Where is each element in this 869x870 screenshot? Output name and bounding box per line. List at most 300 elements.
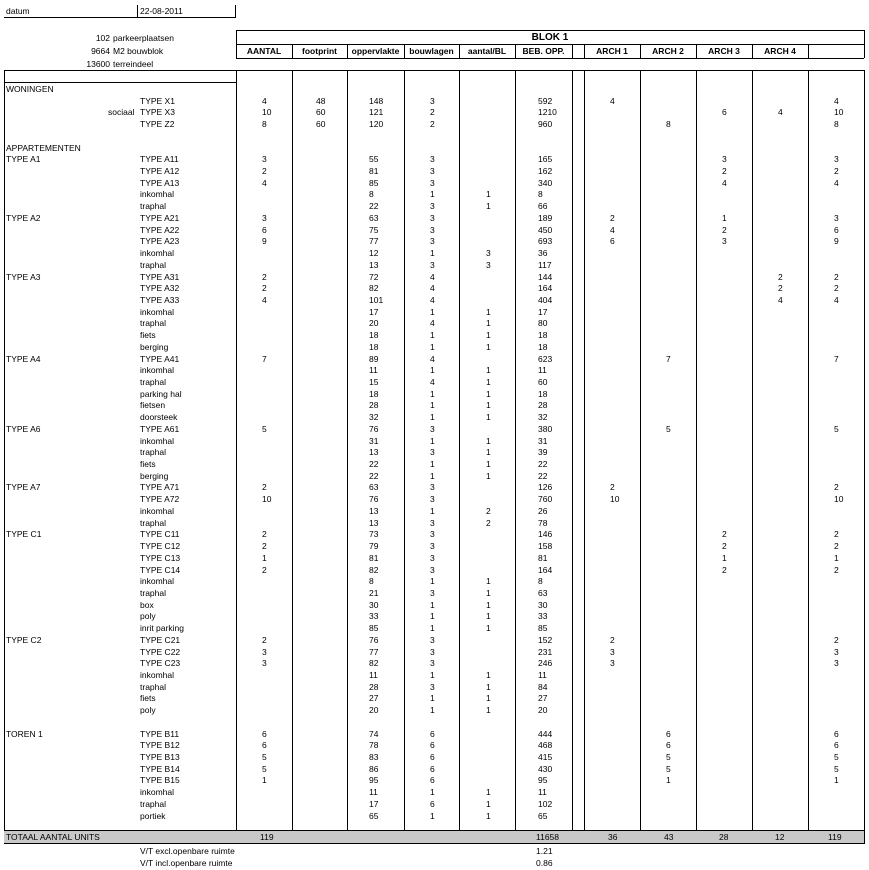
table-cell: 148 xyxy=(369,95,384,106)
table-cell: 85 xyxy=(369,177,379,188)
table-cell: 2 xyxy=(778,283,783,294)
row-type-label: fietsen xyxy=(140,400,166,411)
table-cell: 3 xyxy=(430,658,435,669)
table-cell: 4 xyxy=(834,294,839,305)
table-cell: 165 xyxy=(538,154,553,165)
row-group-label: WONINGEN xyxy=(6,84,54,94)
table-cell: 102 xyxy=(538,798,553,809)
table-cell: 17 xyxy=(369,798,379,809)
table-cell: 11 xyxy=(369,365,378,376)
totals-aantal: 119 xyxy=(260,832,274,842)
table-cell: 5 xyxy=(834,763,839,774)
datum-value: 22-08-2011 xyxy=(140,6,183,16)
table-cell: 28 xyxy=(538,400,548,411)
table-cell: 6 xyxy=(666,740,671,751)
table-cell: 18 xyxy=(369,330,379,341)
table-cell: 1 xyxy=(430,388,435,399)
table-cell: 3 xyxy=(430,423,435,434)
row-group-label: TYPE A2 xyxy=(6,212,41,223)
row-group-label: TYPE A4 xyxy=(6,353,41,364)
table-cell: 1 xyxy=(486,318,491,329)
table-cell: 1 xyxy=(486,470,491,481)
footer-label-excl: V/T excl.openbare ruimte xyxy=(140,846,235,856)
table-cell: 1 xyxy=(430,505,435,516)
table-cell: 1 xyxy=(486,670,491,680)
table-cell: 2 xyxy=(262,541,267,552)
table-cell: 22 xyxy=(369,459,379,470)
table-cell: 55 xyxy=(369,154,379,165)
table-cell: 164 xyxy=(538,283,553,294)
totals-arch1: 36 xyxy=(608,832,618,842)
row-type-label: TYPE B11 xyxy=(140,728,180,739)
table-cell: 1 xyxy=(486,365,491,376)
table-cell: 3 xyxy=(262,212,267,223)
table-cell: 60 xyxy=(316,119,326,130)
table-cell: 3 xyxy=(834,658,839,669)
row-group-label: TYPE A1 xyxy=(6,154,41,165)
table-cell: 1 xyxy=(486,705,491,716)
table-cell: 81 xyxy=(369,552,379,563)
table-cell: 17 xyxy=(538,306,548,317)
table-cell: 2 xyxy=(486,505,491,516)
row-type-label: TYPE B12 xyxy=(140,740,180,751)
table-cell: 2 xyxy=(610,634,615,645)
table-cell: 13 xyxy=(369,517,379,528)
table-cell: 121 xyxy=(369,107,384,118)
table-cell: 18 xyxy=(369,388,379,399)
table-cell: 3 xyxy=(610,646,615,657)
table-cell: 82 xyxy=(369,658,379,669)
row-type-label: TYPE A23 xyxy=(140,236,180,247)
table-cell: 1 xyxy=(430,670,435,680)
table-cell: 66 xyxy=(538,201,548,212)
table-cell: 6 xyxy=(430,728,435,739)
row-type-label: box xyxy=(140,599,154,610)
table-cell: 4 xyxy=(430,271,435,282)
row-type-label: TYPE C21 xyxy=(140,634,181,645)
row-type-label: inkomhal xyxy=(140,248,175,259)
table-cell: 960 xyxy=(538,119,553,130)
blok-title: BLOK 1 xyxy=(531,32,569,43)
col-header-arch-2: ARCH 2 xyxy=(652,46,684,56)
row-type-label: TYPE C22 xyxy=(140,646,181,657)
table-cell: 3 xyxy=(430,494,435,505)
table-cell: 10 xyxy=(262,107,272,118)
table-cell: 6 xyxy=(430,740,435,751)
table-cell: 5 xyxy=(666,763,671,774)
row-type-label: inkomhal xyxy=(140,365,175,376)
table-cell: 6 xyxy=(430,763,435,774)
row-type-label: traphal xyxy=(140,798,166,809)
table-cell: 2 xyxy=(834,271,839,282)
table-cell: 1 xyxy=(486,681,491,692)
table-cell: 2 xyxy=(610,482,615,493)
row-type-label: TYPE B15 xyxy=(140,775,180,786)
table-cell: 27 xyxy=(538,693,548,704)
row-type-label: TYPE A21 xyxy=(140,212,180,223)
table-cell: 3 xyxy=(834,212,839,223)
col-header-spacer xyxy=(572,46,584,57)
table-cell: 592 xyxy=(538,95,553,106)
totals-arch4: 12 xyxy=(775,832,785,842)
table-cell: 2 xyxy=(722,166,727,177)
row-type-label: poly xyxy=(140,705,156,716)
table-cell: 3 xyxy=(486,248,491,259)
row-type-label: TYPE C11 xyxy=(140,529,180,540)
table-cell: 7 xyxy=(666,353,671,364)
row-type-label: fiets xyxy=(140,693,156,704)
table-cell: 152 xyxy=(538,634,553,645)
datum-label: datum xyxy=(6,6,30,16)
table-cell: 11 xyxy=(369,787,378,798)
table-cell: 2 xyxy=(262,283,267,294)
footer-value-incl: 0.86 xyxy=(536,858,553,868)
table-cell: 1 xyxy=(486,201,491,212)
table-cell: 1 xyxy=(430,248,435,259)
table-cell: 60 xyxy=(316,107,326,118)
table-cell: 1 xyxy=(430,330,435,341)
table-cell: 31 xyxy=(538,435,548,446)
table-cell: 80 xyxy=(538,318,548,329)
table-cell: 3 xyxy=(430,224,435,235)
table-cell: 162 xyxy=(538,166,553,177)
row-type-label: TYPE A41 xyxy=(140,353,180,364)
row-type-label: TYPE B14 xyxy=(140,763,180,774)
col-header-aantal: AANTAL xyxy=(246,46,282,56)
table-cell: 6 xyxy=(430,798,435,809)
row-type-label: TYPE A12 xyxy=(140,166,180,177)
row-type-label: TYPE B13 xyxy=(140,752,180,763)
row-type-label: inkomhal xyxy=(140,505,175,516)
table-cell: 11 xyxy=(538,670,547,680)
table-cell: 3 xyxy=(430,201,435,212)
table-cell: 6 xyxy=(430,752,435,763)
row-type-label: traphal xyxy=(140,377,166,387)
table-cell: 3 xyxy=(430,212,435,223)
table-cell: 1 xyxy=(486,377,491,387)
row-type-label: TYPE A22 xyxy=(140,224,180,235)
summary-label-terreindeel: terreindeel xyxy=(113,59,154,69)
table-cell: 3 xyxy=(430,517,435,528)
table-cell: 18 xyxy=(369,341,379,352)
table-cell: 8 xyxy=(538,576,543,587)
totals-arch3: 28 xyxy=(719,832,729,842)
table-cell: 120 xyxy=(369,119,384,130)
table-cell: 158 xyxy=(538,541,553,552)
row-type-label: traphal xyxy=(140,587,166,598)
table-cell: 3 xyxy=(430,587,435,598)
table-cell: 76 xyxy=(369,423,379,434)
table-cell: 415 xyxy=(538,752,553,763)
table-cell: 3 xyxy=(262,658,267,669)
table-cell: 86 xyxy=(369,763,379,774)
row-type-label: TYPE C12 xyxy=(140,541,181,552)
table-cell: 3 xyxy=(722,154,727,165)
table-cell: 20 xyxy=(369,318,379,329)
table-cell: 189 xyxy=(538,212,553,223)
table-cell: 1 xyxy=(486,330,491,341)
table-cell: 1 xyxy=(486,576,491,587)
table-cell: 693 xyxy=(538,236,553,247)
table-cell: 380 xyxy=(538,423,553,434)
row-group-label: TYPE A6 xyxy=(6,423,41,434)
table-cell: 117 xyxy=(538,259,552,270)
col-header-arch-4: ARCH 4 xyxy=(764,46,796,56)
table-cell: 76 xyxy=(369,634,379,645)
table-cell: 1 xyxy=(430,365,435,376)
table-cell: 13 xyxy=(369,505,379,516)
table-cell: 3 xyxy=(262,154,267,165)
table-cell: 4 xyxy=(430,294,435,305)
table-cell: 84 xyxy=(538,681,548,692)
table-cell: 22 xyxy=(369,201,379,212)
col-header-arch-1: ARCH 1 xyxy=(596,46,628,56)
table-cell: 6 xyxy=(666,728,671,739)
row-type-label: inkomhal xyxy=(140,189,175,200)
table-cell: 1 xyxy=(262,775,267,786)
table-cell: 3 xyxy=(430,95,435,106)
row-type-label: sociaal TYPE X3 xyxy=(108,107,175,118)
row-group-label: TYPE A7 xyxy=(6,482,41,493)
table-cell: 4 xyxy=(430,318,435,329)
table-cell: 6 xyxy=(834,728,839,739)
table-cell: 246 xyxy=(538,658,553,669)
table-cell: 2 xyxy=(262,166,267,177)
table-cell: 1 xyxy=(430,341,435,352)
table-cell: 3 xyxy=(430,634,435,645)
table-cell: 82 xyxy=(369,283,379,294)
table-cell: 33 xyxy=(538,611,548,622)
footer-label-incl: V/T incl.openbare ruimte xyxy=(140,858,233,868)
table-cell: 30 xyxy=(538,599,548,610)
table-cell: 2 xyxy=(834,541,839,552)
table-cell: 4 xyxy=(262,294,267,305)
table-cell: 79 xyxy=(369,541,379,552)
table-cell: 2 xyxy=(262,529,267,540)
table-cell: 81 xyxy=(538,552,548,563)
row-type-label: inkomhal xyxy=(140,435,175,446)
table-cell: 22 xyxy=(538,470,548,481)
table-cell: 2 xyxy=(430,107,435,118)
row-type-label: doorsteek xyxy=(140,412,178,423)
table-cell: 8 xyxy=(538,189,543,200)
table-cell: 2 xyxy=(834,283,839,294)
table-cell: 75 xyxy=(369,224,379,235)
row-type-label: berging xyxy=(140,470,169,481)
table-cell: 31 xyxy=(369,435,379,446)
table-cell: 28 xyxy=(369,400,379,411)
table-cell: 1 xyxy=(430,459,435,470)
table-cell: 3 xyxy=(722,236,727,247)
table-cell: 17 xyxy=(369,306,379,317)
table-cell: 2 xyxy=(610,212,615,223)
table-cell: 36 xyxy=(538,248,548,259)
table-cell: 1 xyxy=(262,552,267,563)
table-cell: 146 xyxy=(538,529,553,540)
table-cell: 85 xyxy=(369,623,379,634)
table-cell: 3 xyxy=(430,177,435,188)
totals-total: 119 xyxy=(828,832,842,842)
table-cell: 1 xyxy=(666,775,671,786)
table-cell: 1 xyxy=(430,693,435,704)
table-cell: 4 xyxy=(262,177,267,188)
table-cell: 9 xyxy=(262,236,267,247)
table-cell: 2 xyxy=(262,482,267,493)
table-cell: 1 xyxy=(486,798,491,809)
table-cell: 95 xyxy=(369,775,379,786)
summary-label-bouwblok: M2 bouwblok xyxy=(113,46,164,56)
table-cell: 4 xyxy=(778,107,783,118)
table-cell: 3 xyxy=(430,646,435,657)
table-cell: 3 xyxy=(834,154,839,165)
table-cell: 65 xyxy=(369,810,379,821)
table-cell: 5 xyxy=(834,752,839,763)
table-cell: 1 xyxy=(486,447,491,458)
row-type-label: TYPE A32 xyxy=(140,283,180,294)
summary-label-parkeerplaatsen: parkeerplaatsen xyxy=(113,33,174,43)
summary-value-parkeerplaatsen: 102 xyxy=(95,33,110,43)
table-cell: 430 xyxy=(538,763,553,774)
table-cell: 4 xyxy=(262,95,267,106)
table-cell: 20 xyxy=(538,705,548,716)
table-cell: 164 xyxy=(538,564,553,575)
table-cell: 74 xyxy=(369,728,379,739)
table-cell: 33 xyxy=(369,611,379,622)
table-cell: 1 xyxy=(486,787,491,798)
table-cell: 5 xyxy=(262,752,267,763)
table-cell: 9 xyxy=(834,236,839,247)
table-cell: 11 xyxy=(369,670,378,680)
table-cell: 1 xyxy=(430,435,435,446)
row-type-label: traphal xyxy=(140,259,166,270)
row-type-label: inkomhal xyxy=(140,306,175,317)
table-cell: 3 xyxy=(486,259,491,270)
table-cell: 8 xyxy=(834,119,839,130)
table-cell: 6 xyxy=(262,224,267,235)
table-cell: 1 xyxy=(430,412,435,423)
row-type-label: traphal xyxy=(140,517,166,528)
table-cell: 2 xyxy=(834,482,839,493)
col-header-aantal-bl: aantal/BL xyxy=(467,46,507,56)
table-cell: 1 xyxy=(486,341,491,352)
table-cell: 3 xyxy=(430,552,435,563)
table-cell: 404 xyxy=(538,294,553,305)
row-type-label: fiets xyxy=(140,330,156,341)
table-cell: 2 xyxy=(778,271,783,282)
row-group-label: TYPE C2 xyxy=(6,634,42,645)
table-cell: 1 xyxy=(430,810,435,821)
table-cell: 1 xyxy=(430,611,435,622)
row-type-label: TYPE A72 xyxy=(140,494,180,505)
table-cell: 2 xyxy=(834,166,839,177)
table-cell: 8 xyxy=(369,189,374,200)
table-cell: 15 xyxy=(369,377,379,387)
table-cell: 4 xyxy=(610,224,615,235)
table-cell: 13 xyxy=(369,259,379,270)
table-cell: 10 xyxy=(834,494,844,505)
table-cell: 30 xyxy=(369,599,379,610)
table-cell: 1 xyxy=(486,459,491,470)
table-cell: 6 xyxy=(834,224,839,235)
table-cell: 5 xyxy=(834,423,839,434)
table-cell: 10 xyxy=(610,494,620,505)
table-cell: 48 xyxy=(316,95,326,106)
table-cell: 340 xyxy=(538,177,553,188)
table-cell: 6 xyxy=(430,775,435,786)
table-cell: 2 xyxy=(834,529,839,540)
table-cell: 63 xyxy=(538,587,548,598)
table-cell: 1 xyxy=(486,599,491,610)
table-cell: 1 xyxy=(486,388,491,399)
table-cell: 7 xyxy=(262,353,267,364)
table-cell: 6 xyxy=(722,107,727,118)
table-cell: 95 xyxy=(538,775,548,786)
table-cell: 4 xyxy=(610,95,615,106)
totals-arch2: 43 xyxy=(664,832,674,842)
table-cell: 2 xyxy=(834,564,839,575)
row-type-label: berging xyxy=(140,341,169,352)
table-cell: 8 xyxy=(666,119,671,130)
row-type-label: TYPE Z2 xyxy=(140,119,175,130)
table-cell: 1 xyxy=(486,189,491,200)
table-cell: 1 xyxy=(430,705,435,716)
row-type-label: portiek xyxy=(140,810,166,821)
table-cell: 81 xyxy=(369,166,379,177)
table-cell: 11 xyxy=(538,365,547,376)
row-type-label: inrit parking xyxy=(140,623,184,634)
table-cell: 6 xyxy=(834,740,839,751)
table-cell: 28 xyxy=(369,681,379,692)
table-cell: 18 xyxy=(538,341,548,352)
table-cell: 1 xyxy=(486,306,491,317)
table-cell: 6 xyxy=(262,740,267,751)
table-cell: 5 xyxy=(666,752,671,763)
table-cell: 101 xyxy=(369,294,384,305)
table-cell: 1 xyxy=(722,212,727,223)
row-type-label: TYPE A71 xyxy=(140,482,180,493)
table-cell: 32 xyxy=(369,412,379,423)
row-type-label: TYPE A61 xyxy=(140,423,180,434)
table-cell: 4 xyxy=(430,377,435,387)
table-cell: 2 xyxy=(722,224,727,235)
table-cell: 39 xyxy=(538,447,548,458)
table-cell: 2 xyxy=(722,541,727,552)
table-cell: 3 xyxy=(610,658,615,669)
table-cell: 63 xyxy=(369,482,379,493)
table-cell: 760 xyxy=(538,494,553,505)
table-cell: 3 xyxy=(834,646,839,657)
table-cell: 1 xyxy=(486,435,491,446)
table-cell: 3 xyxy=(430,529,435,540)
table-cell: 63 xyxy=(369,212,379,223)
table-cell: 2 xyxy=(486,517,491,528)
table-cell: 1 xyxy=(486,693,491,704)
table-cell: 450 xyxy=(538,224,553,235)
col-header-bouwlagen: bouwlagen xyxy=(409,46,454,56)
table-cell: 3 xyxy=(430,154,435,165)
table-cell: 3 xyxy=(430,259,435,270)
row-type-label: TYPE A33 xyxy=(140,294,180,305)
table-cell: 1 xyxy=(486,611,491,622)
table-cell: 20 xyxy=(369,705,379,716)
row-type-label: TYPE C13 xyxy=(140,552,181,563)
row-group-label: APPARTEMENTEN xyxy=(6,142,81,153)
table-cell: 3 xyxy=(430,447,435,458)
table-cell: 3 xyxy=(430,541,435,552)
table-cell: 1 xyxy=(430,787,435,798)
table-cell: 2 xyxy=(262,634,267,645)
table-cell: 60 xyxy=(538,377,548,387)
